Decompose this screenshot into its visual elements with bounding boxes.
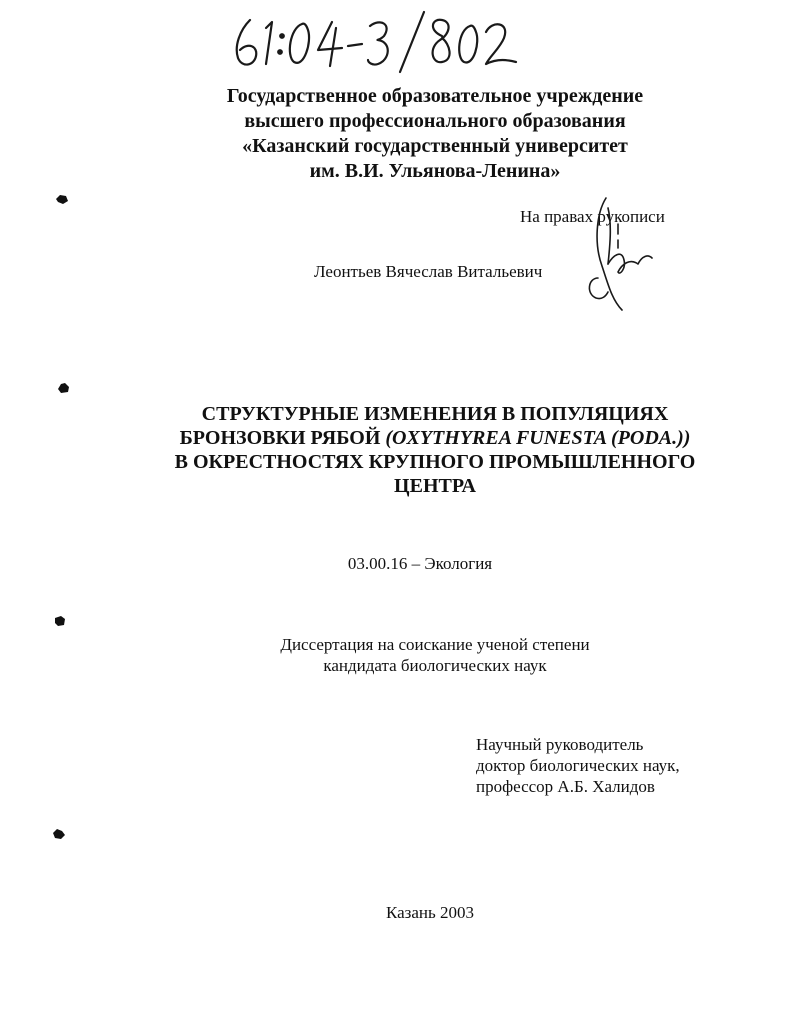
title-latin-name: (OXYTHYREA FUNESTA (PODA.))	[385, 427, 691, 449]
institution-line: им. В.И. Ульянова-Ленина»	[309, 160, 561, 182]
supervisor-line: Научный руководитель	[476, 735, 644, 754]
supervisor-line: доктор биологических наук,	[476, 756, 680, 775]
institution-header	[150, 84, 720, 184]
supervisor-line: профессор А.Б. Халидов	[476, 777, 655, 796]
punch-hole-mark	[57, 382, 71, 394]
city-year: Казань 2003	[385, 903, 475, 922]
degree-line: кандидата биологических наук	[323, 656, 547, 675]
title-line: В ОКРЕСТНОСТЯХ КРУПНОГО ПРОМЫШЛЕННОГО	[174, 451, 696, 473]
title-line: ЦЕНТРА	[394, 475, 476, 497]
supervisor-block	[476, 734, 680, 797]
title-line: СТРУКТУРНЫЕ ИЗМЕНЕНИЯ В ПОПУЛЯЦИЯХ	[201, 403, 669, 425]
dissertation-title	[130, 402, 740, 498]
author-signature	[578, 194, 658, 314]
rights-note: На правах рукописи	[520, 207, 665, 226]
title-line	[130, 426, 740, 450]
title-line-prefix: БРОНЗОВКИ РЯБОЙ	[179, 427, 386, 449]
punch-hole-mark	[52, 828, 66, 840]
institution-line: высшего профессионального образования	[244, 110, 626, 132]
punch-hole-mark	[55, 193, 69, 205]
author-name: Леонтьев Вячеслав Витальевич	[314, 262, 543, 281]
punch-hole-mark	[53, 615, 67, 627]
degree-line: Диссертация на соискание ученой степени	[280, 635, 590, 654]
specialty-code: 03.00.16 – Экология	[347, 554, 493, 573]
institution-line: «Казанский государственный университет	[242, 135, 628, 157]
degree-statement	[200, 634, 670, 676]
institution-line: Государственное образовательное учреждение	[226, 85, 644, 107]
